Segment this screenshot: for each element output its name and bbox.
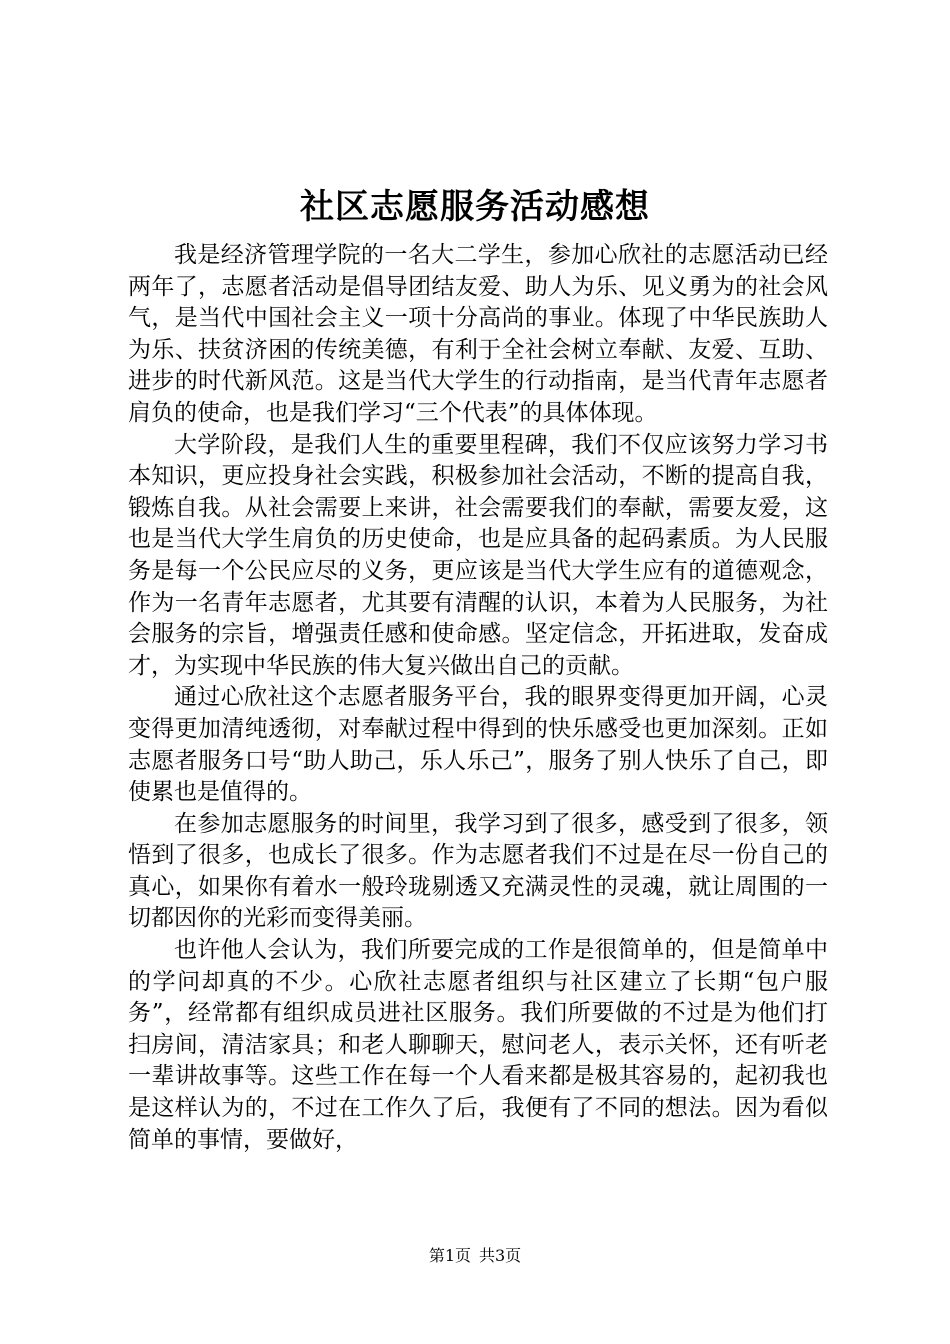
paragraph-1: 我是经济管理学院的一名大二学生，参加心欣社的志愿活动已经两年了，志愿者活动是倡导团结友爱、助人为乐、见义勇为的社会风气，是当代中国社会主义一项十分高尚的事业。体现了中华民族助人为乐、扶贫济困的传统美德，有利于全社会树立奉献、友爱、互助、进步的时代新风范。这是当代大学生的行动指南，是当代青年志愿者肩负的使命，也是我们学习“三个代表”的具体体现。 (128, 242, 828, 426)
paragraph-4: 在参加志愿服务的时间里，我学习到了很多，感受到了很多，领悟到了很多，也成长了很多。作为志愿者我们不过是在尽一份自己的真心，如果你有着水一般玲珑剔透又充满灵性的灵魂，就让周围的一切都因你的光彩而变得美丽。 (128, 810, 828, 932)
paragraph-3: 通过心欣社这个志愿者服务平台，我的眼界变得更加开阔，心灵变得更加清纯透彻，对奉献过程中得到的快乐感受也更加深刻。正如志愿者服务口号“助人助己，乐人乐己”，服务了别人快乐了自己，即使累也是值得的。 (128, 684, 828, 806)
page-total: 共3页 (479, 1246, 522, 1265)
paragraph-2: 大学阶段，是我们人生的重要里程碑，我们不仅应该努力学习书本知识，更应投身社会实践，积极参加社会活动，不断的提高自我，锻炼自我。从社会需要上来讲，社会需要我们的奉献，需要友爱，这也是当代大学生肩负的历史使命，也是应具备的起码素质。为人民服务是每一个公民应尽的义务，更应该是当代大学生应有的道德观念，作为一名青年志愿者，尤其要有清醒的认识，本着为人民服务，为社会服务的宗旨，增强责任感和使命感。坚定信念，开拓进取，发奋成才，为实现中华民族的伟大复兴做出自己的贡献。 (128, 431, 828, 679)
document-title: 社区志愿服务活动感想 (300, 187, 650, 227)
page-number: 第1页 (428, 1246, 471, 1265)
page-footer (0, 1246, 950, 1266)
paragraph-5: 也许他人会认为，我们所要完成的工作是很简单的，但是简单中的学问却真的不少。心欣社志愿者组织与社区建立了长期“包户服务”，经常都有组织成员进社区服务。我们所要做的不过是为他们打扫房间，清洁家具；和老人聊聊天，慰问老人，表示关怀，还有听老一辈讲故事等。这些工作在每一个人看来都是极其容易的，起初我也是这样认为的，不过在工作久了后，我便有了不同的想法。因为看似简单的事情，要做好， (128, 937, 828, 1153)
document-body (128, 240, 828, 1156)
